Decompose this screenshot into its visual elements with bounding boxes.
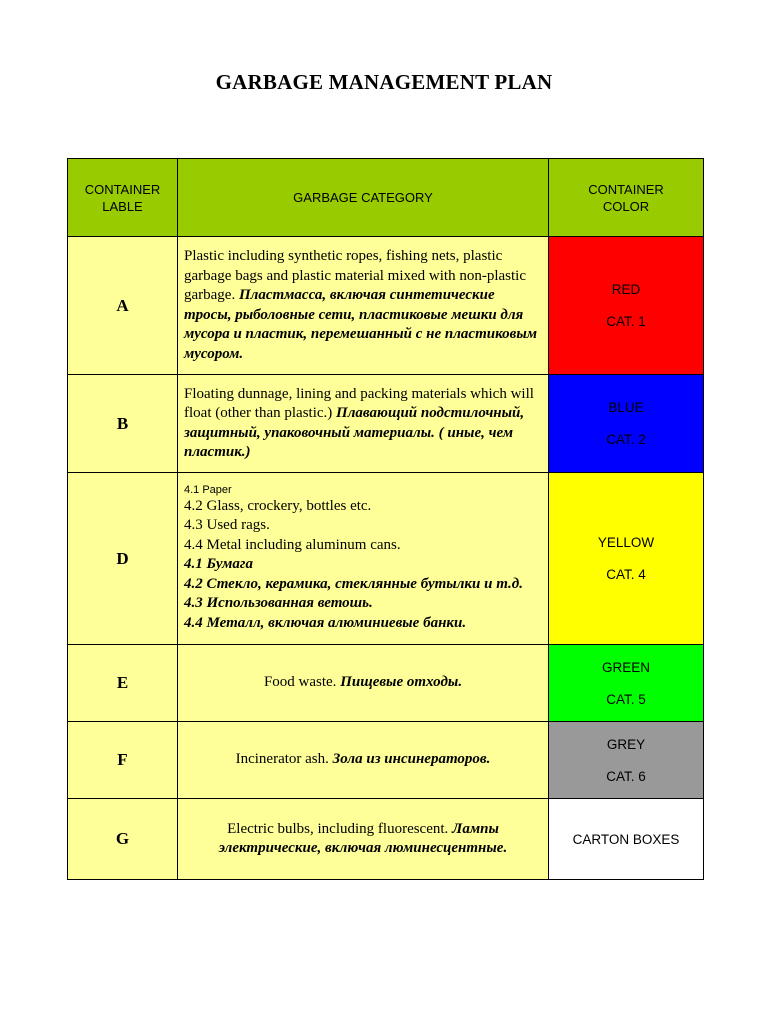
header-label-line: LABLE — [102, 198, 143, 214]
garbage-category — [178, 645, 549, 722]
garbage-category — [178, 237, 549, 375]
color-name: CARTON BOXES — [572, 831, 680, 847]
category-russian: Зола из инсинераторов. — [332, 751, 491, 768]
table-header-row — [68, 159, 704, 237]
header-container-color — [549, 159, 704, 237]
color-name: GREEN — [601, 659, 650, 675]
category-line-english: 4.2 Glass, crockery, bottles etc. — [184, 497, 372, 514]
container-color — [549, 799, 704, 880]
container-label: F — [68, 722, 178, 799]
color-name: GREY — [606, 736, 646, 752]
color-name: YELLOW — [597, 535, 655, 550]
container-label: B — [68, 375, 178, 473]
table-row — [68, 473, 704, 645]
category-line-russian: 4.4 Металл, включая алюминиевые банки. — [184, 614, 467, 631]
table-row — [68, 375, 704, 473]
category-english: Food waste. — [263, 674, 337, 691]
header-container-label — [68, 159, 178, 237]
container-color — [549, 645, 704, 722]
category-russian: Пищевые отходы. — [340, 674, 463, 691]
category-line-russian: 4.2 Стекло, керамика, стеклянные бутылки и т.д. — [184, 575, 523, 592]
category-russian: Пластмасса, включая синтетические тросы, рыболовные сети, пластиковые мешки для мусора и пластик, перемешанный с не пластиковым мусором. — [184, 287, 538, 362]
category-english: Floating dunnage, lining and packing materials which will float (other than plastic.) — [184, 385, 534, 421]
category-number: CAT. 2 — [606, 432, 646, 447]
category-russian: Плавающий подстилочный, защитный, упаковочный материалы. ( иные, чем пластик.) — [184, 405, 525, 460]
garbage-category — [178, 722, 549, 799]
garbage-category — [178, 799, 549, 880]
header-color-line: COLOR — [602, 198, 650, 214]
category-line-english: 4.4 Metal including aluminum cans. — [184, 536, 401, 553]
table-row — [68, 237, 704, 375]
container-color — [549, 473, 704, 645]
page-title: GARBAGE MANAGEMENT PLAN — [215, 70, 553, 94]
table-row — [68, 722, 704, 799]
header-garbage-category: GARBAGE CATEGORY — [178, 159, 549, 237]
header-label-line: CONTAINER — [84, 181, 161, 197]
category-line-english: 4.1 Paper — [184, 483, 232, 496]
container-color — [549, 237, 704, 375]
header-color-line: CONTAINER — [588, 181, 664, 197]
container-color — [549, 722, 704, 799]
category-number: CAT. 5 — [606, 691, 646, 707]
garbage-plan-table — [67, 158, 704, 880]
container-label: G — [68, 799, 178, 880]
container-label: D — [68, 473, 178, 645]
category-line-russian: 4.1 Бумага — [184, 556, 253, 573]
color-name: RED — [611, 282, 641, 297]
garbage-category — [178, 375, 549, 473]
container-label: E — [68, 645, 178, 722]
category-number: CAT. 1 — [606, 314, 646, 329]
category-russian: Лампы электрические, включая люминесцентные. — [218, 820, 508, 856]
category-english: Electric bulbs, including fluorescent. — [227, 820, 449, 837]
container-label: A — [68, 237, 178, 375]
garbage-category — [178, 473, 549, 645]
category-english: Incinerator ash. — [235, 751, 329, 768]
container-color — [549, 375, 704, 473]
category-number: CAT. 6 — [606, 768, 646, 784]
table-row — [68, 645, 704, 722]
table-row — [68, 799, 704, 880]
category-line-english: 4.3 Used rags. — [184, 517, 270, 534]
category-line-russian: 4.3 Использованная ветошь. — [184, 595, 373, 612]
category-english: Plastic including synthetic ropes, fishing nets, plastic garbage bags and plastic material mixed with non-plastic garbage. — [184, 248, 526, 303]
category-number: CAT. 4 — [606, 567, 646, 582]
color-name: BLUE — [608, 400, 644, 415]
